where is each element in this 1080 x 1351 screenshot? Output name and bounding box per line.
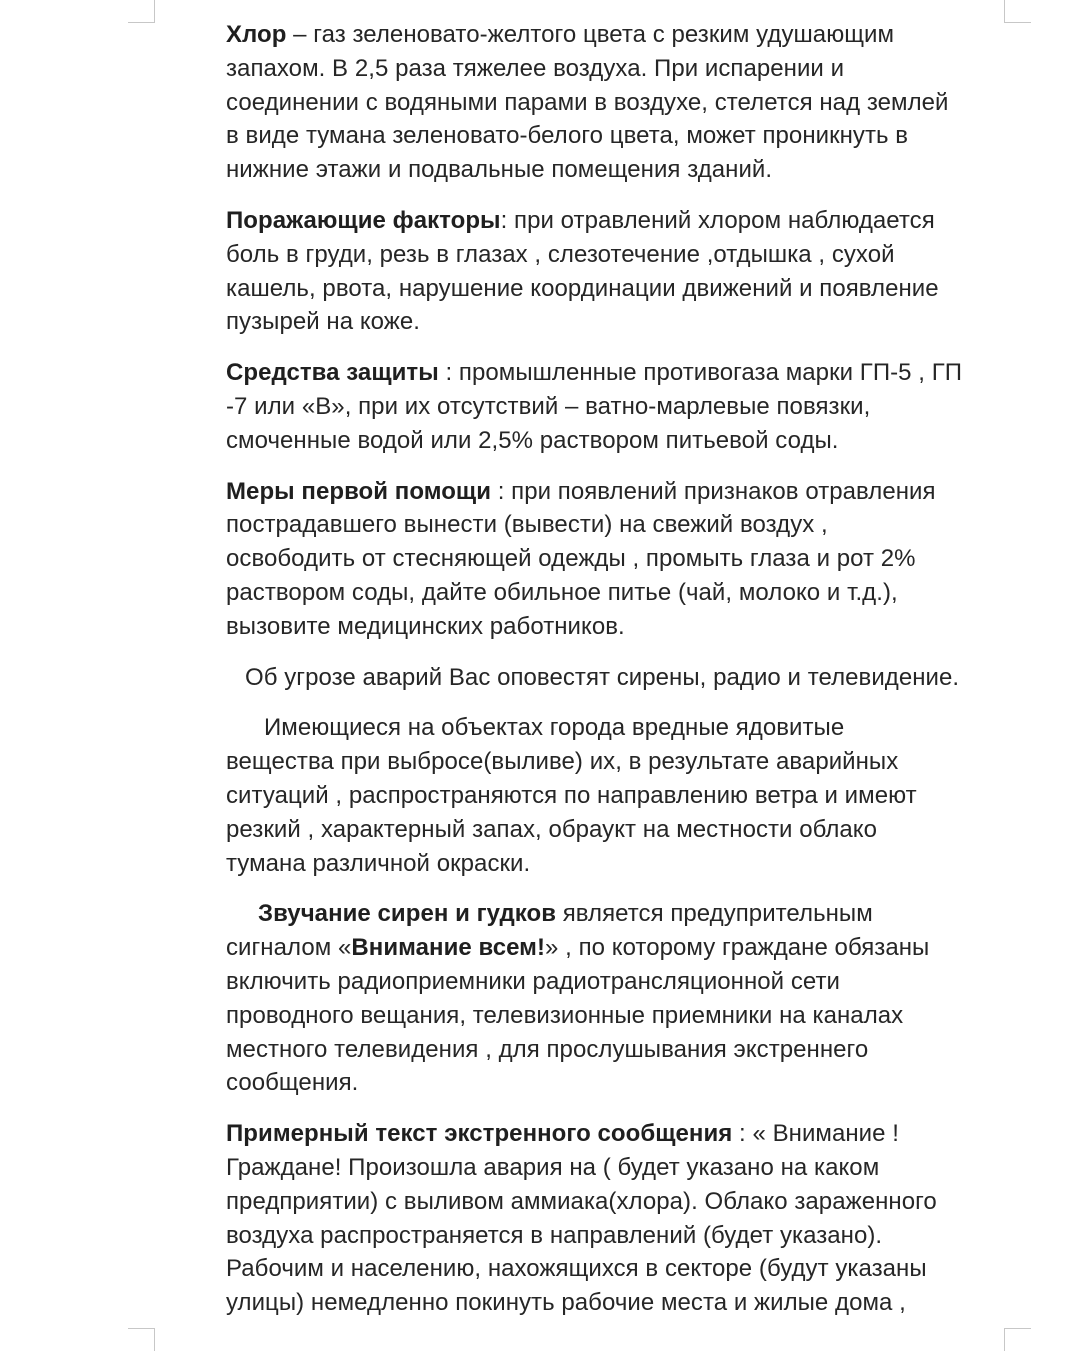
paragraph-hazardous-substances [226,711,1016,880]
text-line: соединении с водяными парами в воздухе, стелется над землей [226,88,949,116]
heading-chlorine: Хлор [226,21,287,48]
text-line: Об угрозе аварий Вас оповестят сирены, радио и телевидение. [245,663,960,691]
text-line: нижние этажи и подвальные помещения зданий. [226,156,773,184]
text-line: вызовите медицинских работников. [226,612,625,640]
paragraph-chlorine [226,18,1016,187]
text-line: в виде тумана зеленовато-белого цвета, может проникнуть в [226,122,909,150]
heading-emergency-message: Примерный текст экстренного сообщения [226,1120,733,1148]
text-line: Меры первой помощи : при появлений признаков отравления [226,477,936,505]
text-line: смоченные водой или 2,5% раствором питьевой соды. [226,426,839,454]
text-line: -7 или «В», при их отсутствий – ватно-марлевые повязки, [226,392,871,420]
paragraph-sirens [226,897,1016,1100]
text-line: резкий , характерный запах, обраукт на местности облако [226,815,878,843]
heading-protection: Средства защиты [226,359,439,387]
text-line: предприятии) с выливом аммиака(хлора). Облако зараженного [226,1187,937,1215]
page-corner-mark-top-left [128,0,155,23]
text-line: Граждане! Произошла авария на ( будет указано на каком [226,1153,880,1181]
text-line: Рабочим и населению, нахожящихся в секторе (будут указаны [226,1255,927,1283]
text-line: сигналом «Внимание всем!» , по которому граждане обязаны [226,934,930,962]
heading-damaging-factors: Поражающие факторы [226,206,501,234]
text-line: кашель, рвота, нарушение координации движений и появление [226,274,939,302]
text-line: местного телевидения , для прослушывания экстреннего [226,1035,869,1063]
text-line: улицы) немедленно покинуть рабочие места и жилые дома , [226,1289,906,1317]
text-line: тумана различной окраски. [226,849,531,877]
text-line: Поражающие факторы: при отравлений хлором наблюдается [226,206,935,234]
text-line: освободить от стесняющей одежды , промыть глаза и рот 2% [226,545,916,573]
text-line: воздуха распространяется в направлений (будет указано). [226,1221,883,1249]
paragraph-first-aid [226,475,1016,644]
text-line: ситуаций , распространяются по направлению ветра и имеют [226,781,917,809]
text-line: боль в груди, резь в глазах , слезотечение ,отдышка , сухой [226,240,895,268]
text-line: пузырей на коже. [226,308,421,336]
paragraph-damaging-factors [226,204,1016,339]
text-line: проводного вещания, телевизионные приемники на каналах [226,1001,904,1029]
document-text [226,18,1016,1337]
text-line: Примерный текст экстренного сообщения : « Внимание ! [226,1120,899,1148]
text-line: Имеющиеся на объектах города вредные ядовитые [264,714,845,742]
text-line: Хлор – газ зеленовато-желтого цвета с резким удушающим [226,21,895,48]
text-line: пострадавшего вынести (вывести) на свежий воздух , [226,511,828,539]
paragraph-protection [226,356,1016,457]
attention-phrase: Внимание всем! [351,934,546,962]
text-line: вещества при выбросе(выливе) их, в результате аварийных [226,748,899,776]
heading-first-aid: Меры первой помощи [226,477,492,505]
text-line: Средства защиты : промышленные противогаза марки ГП-5 , ГП [226,359,963,387]
text-line: раствором соды, дайте обильное питье (чай, молоко и т.д.), [226,578,898,606]
text-line: сообщения. [226,1069,359,1097]
paragraph-warning [226,661,1016,695]
text-line: Звучание сирен и гудков является предупрительным [258,900,873,928]
text-line: запахом. В 2,5 раза тяжелее воздуха. При испарении и [226,54,845,82]
page-corner-mark-bottom-left [128,1328,155,1351]
heading-sirens: Звучание сирен и гудков [258,900,557,928]
text-line: включить радиоприемники радиотрансляционной сети [226,967,841,995]
paragraph-emergency-message [226,1117,1016,1320]
